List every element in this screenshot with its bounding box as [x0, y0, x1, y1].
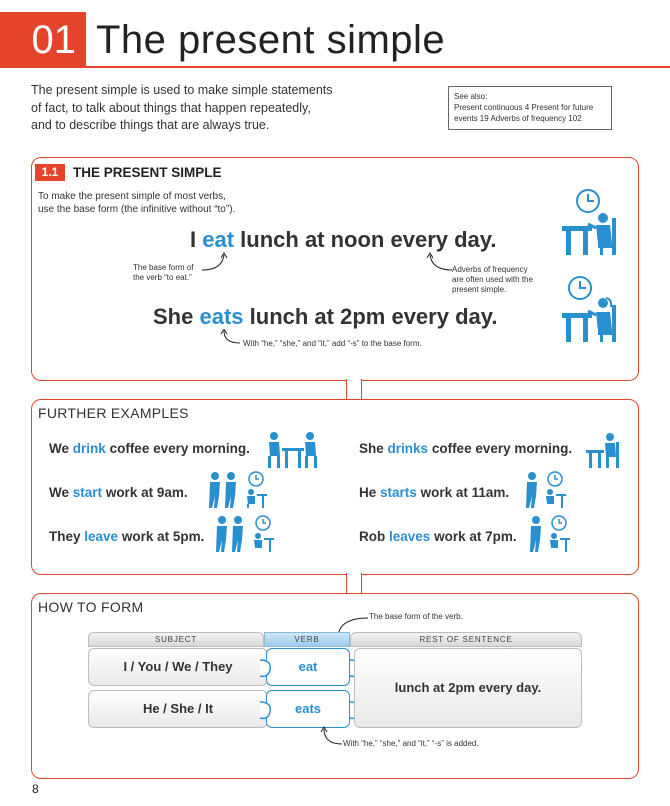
example-row: We drink coffee every morning. — [49, 441, 250, 456]
example-row: She drinks coffee every morning. — [359, 441, 573, 456]
example-sentence-2: She eats lunch at 2pm every day. — [153, 304, 498, 329]
panel-connector — [346, 379, 362, 401]
example-sentence-1: I eat lunch at noon every day. — [190, 227, 497, 252]
people-arriving-work-icon — [207, 470, 269, 510]
note-add-s: With “he,” “she,” and “it,” add “-s” to the base form. — [243, 339, 422, 348]
column-header-subject: SUBJECT — [88, 632, 264, 647]
person-arriving-work-icon — [522, 470, 568, 510]
column-header-verb: VERB — [264, 632, 350, 647]
example-row: They leave work at 5pm. — [49, 529, 205, 544]
person-eating-icon — [556, 188, 626, 260]
column-header-rest: REST OF SENTENCE — [350, 632, 582, 647]
panel-connector — [346, 573, 362, 595]
how-to-form-heading: HOW TO FORM — [38, 599, 144, 615]
people-leaving-work-icon — [214, 514, 276, 554]
title-rule — [86, 66, 670, 68]
arrow-add-s-icon — [218, 329, 242, 349]
note-s-added: With “he,” “she,” and “it,” “-s” is added. — [343, 739, 479, 748]
verb-piece-base: eat — [266, 648, 350, 686]
subject-piece-singular: He / She / It — [88, 690, 268, 728]
note-base-verb: The base form of the verb. — [369, 612, 463, 621]
verb-piece-s: eats — [266, 690, 350, 728]
subject-piece-plural: I / You / We / They — [88, 648, 268, 686]
rest-of-sentence-piece: lunch at 2pm every day. — [354, 648, 582, 728]
example-row: Rob leaves work at 7pm. — [359, 529, 517, 544]
unit-number: 01 — [0, 12, 86, 68]
page-number: 8 — [32, 782, 39, 796]
example-row: We start work at 9am. — [49, 485, 188, 500]
section-description: To make the present simple of most verbs, use the base form (the infinitive without “to”). — [38, 191, 236, 215]
person-leaving-work-icon — [526, 514, 572, 554]
see-also-box: See also: Present continuous 4 Present for future events 19 Adverbs of frequency 102 — [448, 86, 612, 130]
further-examples-heading: FURTHER EXAMPLES — [38, 405, 189, 421]
intro-text: The present simple is used to make simple statements of fact, to talk about things that happen repeatedly, and to describe things that are always true. — [31, 83, 333, 132]
arrow-base-form-icon — [200, 252, 230, 274]
person-eating-clock-icon — [556, 275, 626, 347]
note-base-form: The base form of the verb “to eat.” — [133, 263, 194, 282]
section-number-tag: 1.1 — [35, 164, 65, 181]
person-drinking-coffee-icon — [584, 430, 622, 470]
arrow-s-added-icon — [318, 726, 344, 748]
note-adverbs: Adverbs of frequency are often used with the present simple. — [452, 265, 533, 294]
people-drinking-coffee-icon — [266, 428, 320, 470]
puzzle-connectors-icon — [258, 656, 358, 720]
example-row: He starts work at 11am. — [359, 485, 510, 500]
page-title: The present simple — [96, 18, 446, 62]
section-title: THE PRESENT SIMPLE — [73, 165, 222, 180]
arrow-adverbs-icon — [424, 252, 454, 274]
